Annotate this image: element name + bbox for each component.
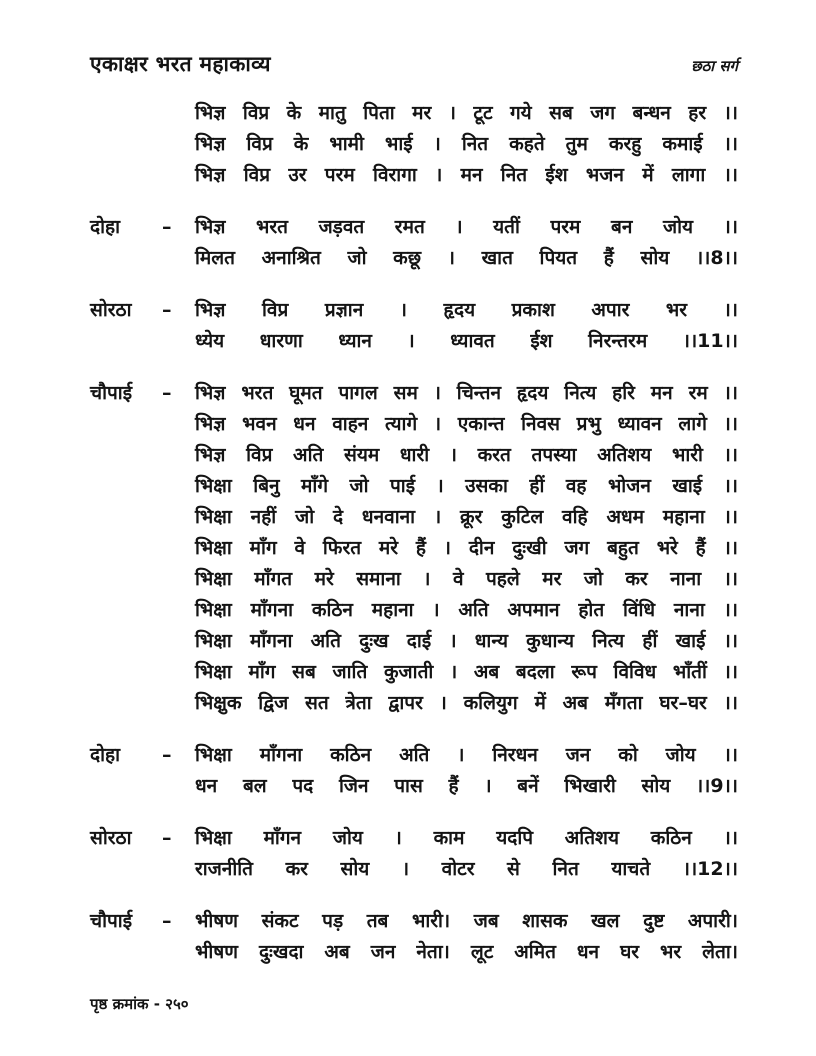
verse-lines <box>195 823 738 885</box>
verse-label <box>90 98 162 191</box>
verse-line: धन बल पद जिन पास हैं । बनें भिखारी सोय ।।9।। <box>195 775 738 797</box>
verse-line: भिक्षा माँग वे फिरत मरे हैं । दीन दुःखी जग बहुत भरे हैं ।। <box>195 537 738 559</box>
verse-block <box>90 295 738 357</box>
verse-label: सोरठा <box>90 827 132 849</box>
verse-line: भिक्षा बिनु माँगे जो पाई । उसका हीं वह भोजन खाई ।। <box>195 475 738 497</box>
book-title: एकाक्षर भरत महाकाव्य <box>90 52 271 76</box>
verse-label: दोहा <box>90 216 121 238</box>
page-header <box>90 50 738 78</box>
verse-block <box>90 823 738 885</box>
verse-line: भिक्षा माँगन जोय । काम यदपि अतिशय कठिन ।। <box>195 827 738 849</box>
verse-lines <box>195 740 738 802</box>
verse-blocks <box>90 98 738 989</box>
verse-line: भिक्षा नहीं जो दे धनवाना । क्रूर कुटिल वहि अधम महाना ।। <box>195 506 738 528</box>
verse-line: भिज्ञ विप्र अति संयम धारी । करत तपस्या अतिशय भारी ।। <box>195 444 738 466</box>
verse-line: मिलत अनाश्रित जो कछू । खात पियत हैं सोय ।।8।। <box>195 247 738 269</box>
verse-lines <box>195 295 738 357</box>
verse-lines <box>195 906 738 968</box>
verse-line: भिज्ञ भरत घूमत पागल सम । चिन्तन हृदय नित्य हरि मन रम ।। <box>195 382 738 404</box>
verse-lines <box>195 378 738 719</box>
verse-line: भिज्ञ विप्र प्रज्ञान । हृदय प्रकाश अपार भर ।। <box>195 299 738 321</box>
verse-line: भिज्ञ भवन धन वाहन त्यागे । एकान्त निवस प्रभु ध्यावन लागे ।। <box>195 413 738 435</box>
canto-label: छठा सर्ग <box>691 57 738 75</box>
verse-block <box>90 906 738 968</box>
verse-line: भिक्षा माँग सब जाति कुजाती । अब बदला रूप विविध भाँतीं ।। <box>195 661 738 683</box>
page-number: पृष्ठ क्रमांक - २५० <box>90 995 189 1013</box>
verse-line: भिक्षा माँगना अति दुःख दाई । धान्य कुधान्य नित्य हीं खाई ।। <box>195 630 738 652</box>
verse-dash: – <box>162 299 172 321</box>
verse-line: भिक्षा माँगना कठिन अति । निरधन जन को जोय ।। <box>195 744 738 766</box>
verse-block <box>90 212 738 274</box>
verse-label: सोरठा <box>90 299 132 321</box>
verse-label: दोहा <box>90 744 121 766</box>
verse-block <box>90 378 738 719</box>
verse-dash: – <box>162 827 172 849</box>
verse-dash: – <box>162 744 172 766</box>
verse-dash <box>162 98 195 191</box>
verse-block <box>90 98 738 191</box>
verse-line: राजनीति कर सोय । वोटर से नित याचते ।।12।। <box>195 858 738 880</box>
verse-line: भिज्ञ विप्र के भामी भाई । नित कहते तुम करहु कमाई ।। <box>195 133 738 155</box>
verse-line: भिज्ञ भरत जड़वत रमत । यतीं परम बन जोय ।। <box>195 216 738 238</box>
verse-line: भीषण दुःखदा अब जन नेता। लूट अमित धन घर भर लेता। <box>195 941 738 963</box>
verse-line: भिज्ञ विप्र उर परम विरागा । मन नित ईश भजन में लागा ।। <box>195 164 738 186</box>
verse-label: चौपाई <box>90 382 133 404</box>
verse-label: चौपाई <box>90 910 133 932</box>
verse-line: ध्येय धारणा ध्यान । ध्यावत ईश निरन्तरम ।।11।। <box>195 330 738 352</box>
verse-block <box>90 740 738 802</box>
verse-line: भिक्षुक द्विज सत त्रेता द्वापर । कलियुग में अब मँगता घर–घर ।। <box>195 692 738 714</box>
verse-lines <box>195 212 738 274</box>
verse-dash: – <box>162 216 172 238</box>
verse-dash: – <box>162 910 172 932</box>
verse-line: भिक्षा माँगना कठिन महाना । अति अपमान होत विंधि नाना ।। <box>195 599 738 621</box>
verse-line: भीषण संकट पड़ तब भारी। जब शासक खल दुष्ट अपारी। <box>195 910 738 932</box>
verse-line: भिज्ञ विप्र के मातु पिता मर । टूट गये सब जग बन्धन हर ।। <box>195 102 738 124</box>
page-footer <box>90 994 738 1014</box>
verse-line: भिक्षा माँगत मरे समाना । वे पहले मर जो कर नाना ।। <box>195 568 738 590</box>
verse-lines <box>195 98 738 191</box>
verse-dash: – <box>162 382 172 404</box>
